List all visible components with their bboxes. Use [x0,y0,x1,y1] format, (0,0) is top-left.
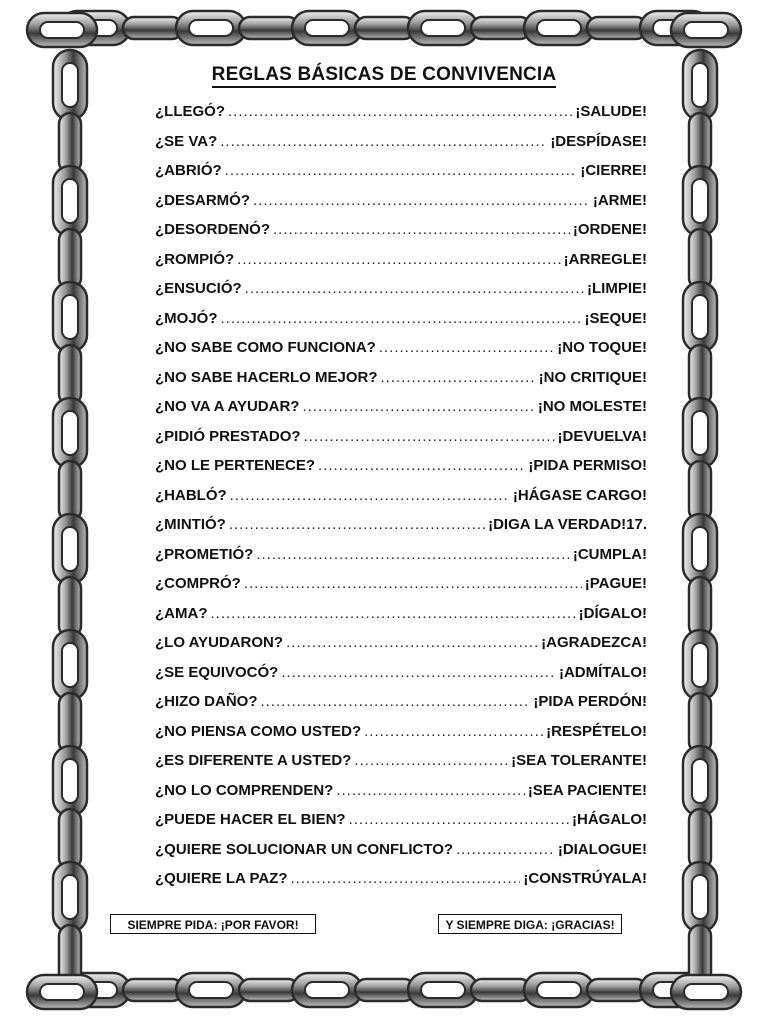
rule-question: ¿NO VA A AYUDAR? [155,398,300,415]
chain-link [524,11,594,45]
chain-link-hole [62,759,78,803]
rule-question: ¿LO AYUDARON? [155,634,284,651]
chain-link [683,514,717,584]
dot-leader [379,339,554,356]
dot-leader [318,457,525,474]
dot-leader [281,664,556,681]
dot-leader [349,811,569,828]
rule-row [155,192,647,222]
rule-question: ¿DESARMÓ? [155,191,250,209]
chain-link [671,975,741,1009]
rule-answer: ¡NO TOQUE! [557,339,647,356]
rule-question: ¿ABRIÓ? [155,162,222,179]
chain-link-hole [305,982,349,998]
rule-answer: ¡SEQUE! [584,309,647,327]
footer-box-left: SIEMPRE PIDA: ¡POR FAVOR! [110,914,316,934]
chain-link [689,461,711,521]
chain-link-hole [73,982,117,998]
rule-row [155,782,647,812]
chain-link-hole [692,295,708,339]
dot-leader [221,310,582,327]
chain-link [683,630,717,700]
chain-link [176,973,246,1007]
rule-row [155,693,647,723]
chain-link [239,17,299,39]
chain-link [59,925,81,985]
rule-answer: ¡LIMPIE! [587,280,647,297]
rule-answer: ¡DIGA LA VERDAD!17. [488,516,647,533]
chain-link [123,979,183,1001]
dot-leader [230,487,510,504]
chain-link [292,973,362,1007]
rule-question: ¿ES DIFERENTE A USTED? [155,752,352,769]
rule-answer: ¡DEVUELVA! [557,427,647,445]
chain-link [689,809,711,869]
chain-link [671,13,741,47]
rule-question: ¿PUEDE HACER EL BIEN? [155,811,346,828]
rule-row [155,752,647,782]
rule-question: ¿COMPRÓ? [155,575,241,592]
chain-link-hole [62,643,78,687]
chain-link [689,345,711,405]
rule-question: ¿DESORDENÓ? [155,221,271,238]
rule-row [155,280,647,310]
chain-link-hole [305,20,349,36]
chain-link-hole [40,984,84,1000]
rule-answer: ¡CONSTRÚYALA! [523,870,647,887]
chain-link [683,398,717,468]
chain-link-hole [692,63,708,107]
chain-link [123,17,183,39]
rule-answer: ¡PIDA PERDÓN! [533,693,647,710]
rule-row [155,664,647,694]
rule-question: ¿HIZO DAÑO? [155,693,258,710]
dot-leader [304,428,555,445]
rule-answer: ¡AGRADEZCA! [541,634,647,651]
dot-leader [229,516,485,533]
rule-row [155,398,647,428]
chain-link-hole [62,295,78,339]
rule-question: ¿PROMETIÓ? [155,545,254,563]
dot-leader [336,782,524,799]
chain-link-hole [692,527,708,571]
chain-link [60,11,130,45]
rules-list [155,103,647,900]
chain-link [60,973,130,1007]
rule-question: ¿PIDIÓ PRESTADO? [155,427,301,445]
dot-leader [286,634,538,651]
chain-link-hole [189,982,233,998]
rule-answer: ¡NO MOLESTE! [537,398,647,415]
chain-link [176,11,246,45]
rule-row [155,339,647,369]
rule-question: ¿HABLÓ? [155,486,227,504]
chain-link-hole [40,22,84,38]
dot-leader [381,369,536,386]
rule-row [155,516,647,546]
dot-leader [291,870,521,887]
rule-row [155,221,647,251]
chain-link [471,17,531,39]
rule-row [155,841,647,871]
chain-link [640,973,710,1007]
rule-question: ¿LLEGÓ? [155,103,225,120]
rule-answer: ¡CUMPLA! [572,545,647,563]
rule-question: ¿QUIERE LA PAZ? [155,870,288,887]
chain-link [53,862,87,932]
rule-question: ¿NO LE PERTENECE? [155,457,316,474]
chain-link [59,229,81,289]
dot-leader [456,841,555,858]
rule-answer: ¡PAGUE! [584,575,647,592]
dot-leader [261,693,531,710]
dot-leader [220,133,547,150]
title-text: REGLAS BÁSICAS DE CONVIVENCIA [212,64,557,88]
rule-question: ¿QUIERE SOLUCIONAR UN CONFLICTO? [155,840,454,858]
dot-leader [228,103,572,120]
chain-link [587,17,647,39]
dot-leader [273,221,570,238]
chain-link [689,925,711,985]
dot-leader [253,192,590,209]
chain-link [683,166,717,236]
rule-answer: ¡CIERRE! [580,162,647,179]
rule-row [155,575,647,605]
chain-link [471,979,531,1001]
chain-link-hole [62,411,78,455]
chain-link [59,113,81,173]
rule-question: ¿MOJÓ? [155,309,218,327]
rule-question: ¿NO PIENSA COMO USTED? [155,722,362,740]
chain-link [408,973,478,1007]
chain-link [640,11,710,45]
rule-answer: ¡DÍGALO! [578,604,647,622]
chain-link [292,11,362,45]
chain-link-hole [73,20,117,36]
chain-link [59,809,81,869]
dot-leader [364,723,543,740]
dot-leader [211,605,576,622]
rule-row [155,870,647,900]
chain-link-hole [421,982,465,998]
rule-row [155,487,647,517]
rule-row [155,723,647,753]
rule-question: ¿NO SABE COMO FUNCIONA? [155,339,376,356]
chain-link-hole [692,759,708,803]
rules-sheet [108,56,660,946]
chain-link [355,17,415,39]
rule-answer: ¡DESPÍDASE! [550,132,647,150]
dot-leader [244,575,582,592]
dot-leader [302,398,534,415]
rule-answer: ¡HÁGASE CARGO! [512,486,647,504]
chain-link [53,398,87,468]
rule-row [155,634,647,664]
chain-link [53,746,87,816]
chain-link-hole [62,63,78,107]
chain-link [53,630,87,700]
dot-leader [237,251,561,268]
chain-link-hole [692,411,708,455]
chain-link [53,514,87,584]
chain-link [53,166,87,236]
rule-question: ¿SE VA? [155,132,218,150]
chain-link-hole [62,875,78,919]
rule-question: ¿NO LO COMPRENDEN? [155,781,334,799]
page-title [108,64,660,86]
chain-link [27,975,97,1009]
chain-link [355,979,415,1001]
chain-link [59,345,81,405]
rule-answer: ¡ORDENE! [572,221,647,238]
rule-question: ¿SE EQUIVOCÓ? [155,663,279,681]
chain-link-hole [684,22,728,38]
chain-link-hole [62,179,78,223]
dot-leader [354,752,508,769]
rule-row [155,103,647,133]
rule-row [155,457,647,487]
rule-answer: ¡SALUDE! [575,103,647,120]
chain-link [59,577,81,637]
chain-link [27,13,97,47]
rule-question: ¿MINTIÓ? [155,516,226,533]
rule-answer: ¡ARME! [592,191,647,209]
chain-link [53,50,87,120]
dot-leader [256,546,570,563]
chain-link-hole [189,20,233,36]
chain-link-hole [684,984,728,1000]
chain-link-hole [692,179,708,223]
rule-answer: ¡SEA PACIENTE! [527,781,647,799]
rule-answer: ¡PIDA PERMISO! [528,457,647,474]
chain-link [689,577,711,637]
rule-row [155,428,647,458]
chain-link-hole [692,875,708,919]
chain-link [59,693,81,753]
rule-row [155,546,647,576]
chain-link [53,282,87,352]
rule-row [155,369,647,399]
rule-row [155,133,647,163]
chain-link [689,113,711,173]
chain-link [587,979,647,1001]
chain-link [408,11,478,45]
chain-link [239,979,299,1001]
rule-question: ¿ENSUCIÓ? [155,280,242,297]
chain-link [689,693,711,753]
rule-answer: ¡RESPÉTELO! [546,722,647,740]
footer-box-right: Y SIEMPRE DIGA: ¡GRACIAS! [438,914,622,934]
rule-row [155,251,647,281]
rule-question: ¿AMA? [155,604,208,622]
rule-row [155,310,647,340]
rule-question: ¿ROMPIÓ? [155,250,235,268]
chain-link [683,862,717,932]
dot-leader [225,162,578,179]
chain-link-hole [421,20,465,36]
rule-answer: ¡SEA TOLERANTE! [511,752,647,769]
rule-row [155,605,647,635]
chain-link [59,461,81,521]
rule-answer: ¡NO CRITIQUE! [538,368,647,386]
chain-link [524,973,594,1007]
chain-link-hole [537,20,581,36]
chain-link [683,282,717,352]
chain-link-hole [653,982,697,998]
chain-link [683,746,717,816]
chain-link-hole [692,643,708,687]
chain-link [689,229,711,289]
chain-link-hole [653,20,697,36]
rule-answer: ¡DIALOGUE! [557,840,647,858]
rule-question: ¿NO SABE HACERLO MEJOR? [155,368,378,386]
rule-row [155,162,647,192]
rule-answer: ¡HÁGALO! [572,811,647,828]
chain-link-hole [62,527,78,571]
chain-link-hole [537,982,581,998]
rule-answer: ¡ARREGLE! [563,250,647,268]
dot-leader [245,280,584,297]
rule-row [155,811,647,841]
chain-link [683,50,717,120]
rule-answer: ¡ADMÍTALO! [558,663,647,681]
